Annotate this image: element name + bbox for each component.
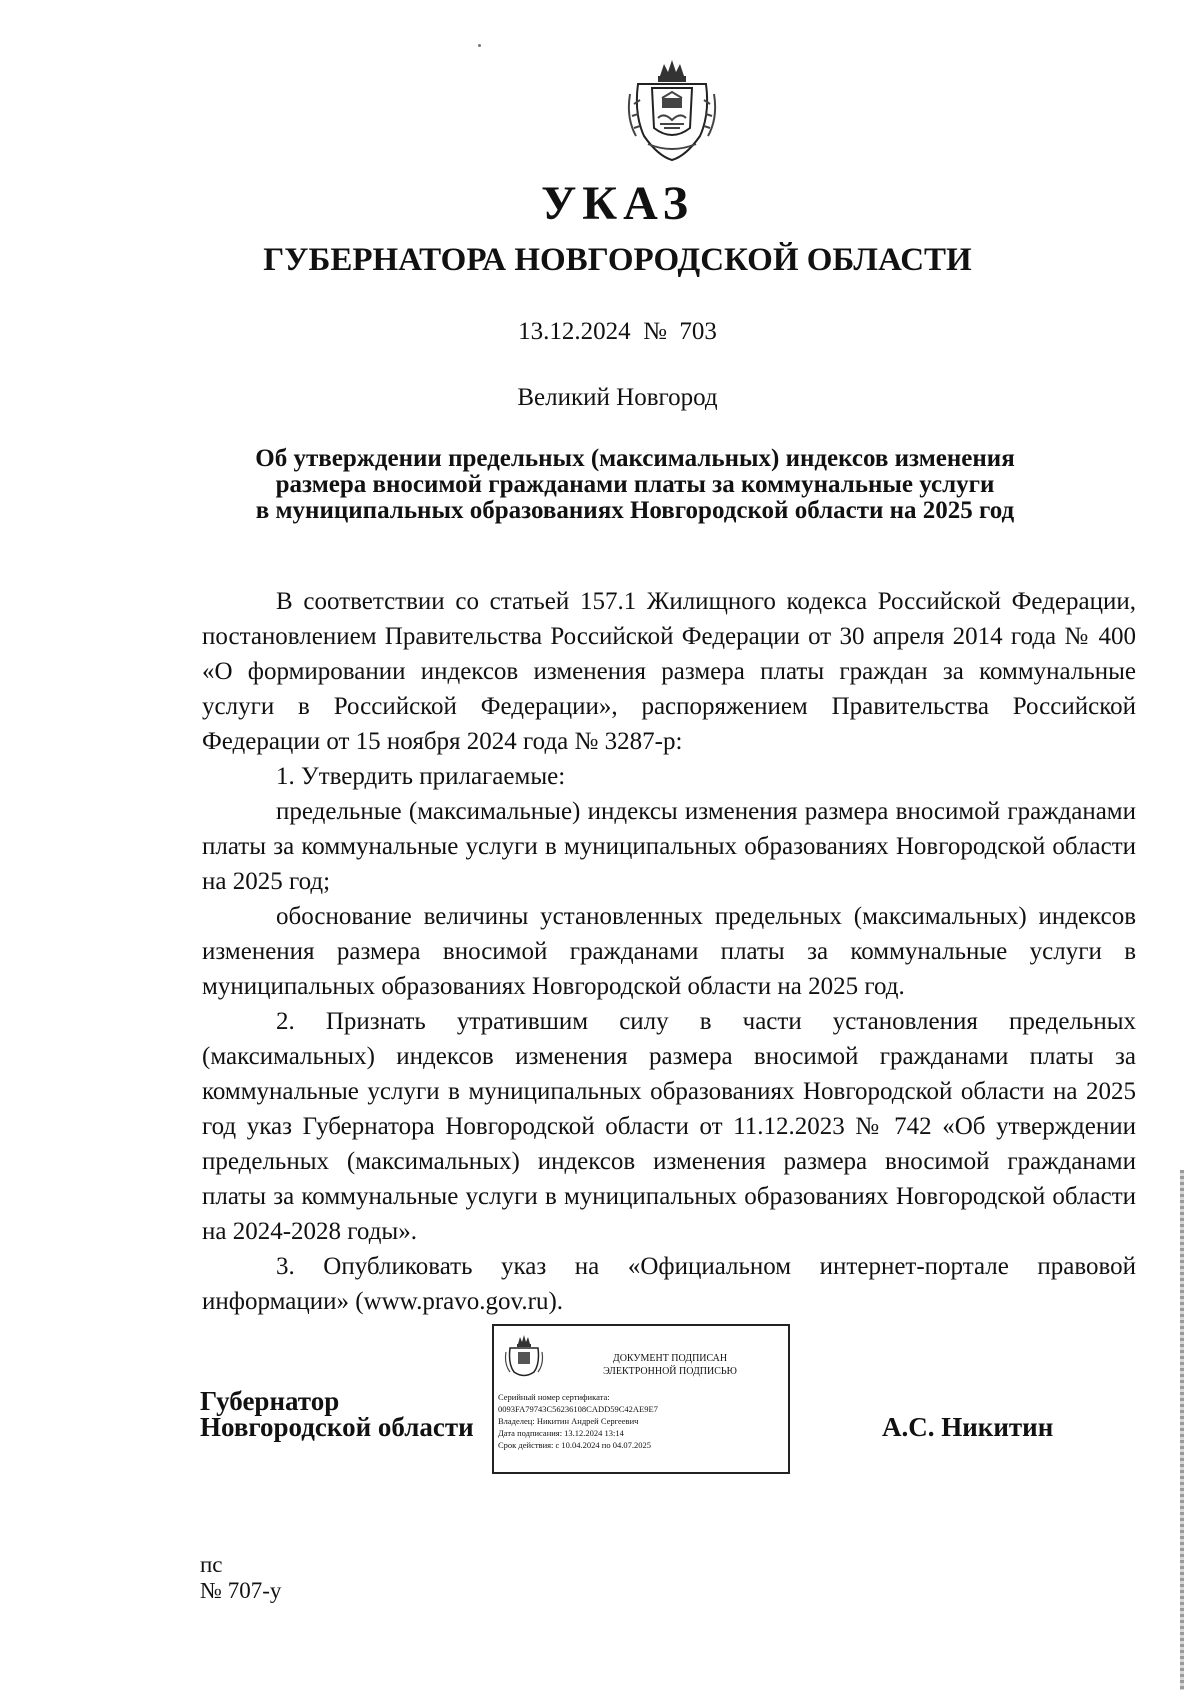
registration-mark xyxy=(200,1552,281,1604)
stamp-coat-of-arms-icon xyxy=(504,1334,544,1380)
stamp-title-line: ЭЛЕКТРОННОЙ ПОДПИСЬЮ xyxy=(603,1366,737,1377)
electronic-signature-stamp xyxy=(492,1324,790,1474)
coat-of-arms-icon xyxy=(624,54,720,162)
stamp-details xyxy=(498,1391,658,1451)
document-issuer: ГУБЕРНАТОРА НОВГОРОДСКОЙ ОБЛАСТИ xyxy=(263,242,972,278)
decree-body xyxy=(202,584,1136,1319)
signatory-name: А.С. Никитин xyxy=(882,1412,1054,1442)
stamp-title-line: ДОКУМЕНТ ПОДПИСАН xyxy=(612,1353,728,1364)
scan-speck xyxy=(478,44,481,47)
decree-heading xyxy=(150,446,1120,524)
item-1b-paragraph: обоснование величины установленных предельных (максимальных) индексов изменения размера вносимой гражданами платы за коммунальные услуги в муниципальных образованиях Новгородской области на 2025 год. xyxy=(202,903,1136,1000)
date-and-number: 13.12.2024 № 703 xyxy=(518,318,717,345)
preamble-paragraph: В соответствии со статьей 157.1 Жилищного кодекса Российской Федерации, постановлением Правительства Российской Федерации от 30 апреля 2014 года № 400 «О формировании индексов изменения размера платы граждан за коммунальные услуги в Российской Федерации», распоряжением Правительства Российской Федерации от 15 ноября 2024 года № 3287-р: xyxy=(202,588,1136,755)
heading-line: в муниципальных образованиях Новгородской области на 2025 год xyxy=(255,497,1015,524)
heading-line: размера вносимой гражданами платы за коммунальные услуги xyxy=(275,471,995,498)
item-1-paragraph: 1. Утвердить прилагаемые: xyxy=(276,763,566,790)
stamp-owner: Владелец: Никитин Андрей Сергеевич xyxy=(498,1416,639,1426)
registration-mark-line: № 707-у xyxy=(200,1578,282,1603)
stamp-signed-date: Дата подписания: 13.12.2024 13:14 xyxy=(498,1428,624,1438)
scan-edge-artifact xyxy=(1180,1170,1184,1690)
stamp-validity: Срок действия: с 10.04.2024 по 04.07.2025 xyxy=(498,1440,651,1450)
stamp-serial: 0093FA79743C56236108CADD59C42AE9E7 xyxy=(498,1404,658,1414)
stamp-title xyxy=(560,1352,780,1378)
document-title: УКАЗ xyxy=(541,177,694,230)
signatory-position xyxy=(200,1388,474,1440)
item-1a-paragraph: предельные (максимальные) индексы изменения размера вносимой гражданами платы за коммунальные услуги в муниципальных образованиях Новгородской области на 2025 год; xyxy=(202,798,1136,895)
heading-line: Об утверждении предельных (максимальных) индексов изменения xyxy=(255,445,1015,472)
signatory-position-line: Губернатор xyxy=(200,1386,340,1416)
item-3-paragraph: 3. Опубликовать указ на «Официальном интернет-портале правовой информации» (www.pravo.gov.ru). xyxy=(202,1253,1136,1315)
stamp-serial-label: Серийный номер сертификата: xyxy=(498,1392,610,1402)
signatory-position-line: Новгородской области xyxy=(200,1412,474,1442)
registration-mark-line: пс xyxy=(200,1552,223,1577)
city: Великий Новгород xyxy=(517,384,718,411)
item-2-paragraph: 2. Признать утратившим силу в части установления предельных (максимальных) индексов изменения размера вносимой гражданами платы за коммунальные услуги в муниципальных образованиях Новгородской области на 2025 год указ Губернатора Новгородской области от 11.12.2023 № 742 «Об утверждении предельных (максимальных) индексов изменения размера вносимой гражданами платы за коммунальные услуги в муниципальных образованиях Новгородской области на 2024-2028 годы». xyxy=(202,1008,1136,1245)
